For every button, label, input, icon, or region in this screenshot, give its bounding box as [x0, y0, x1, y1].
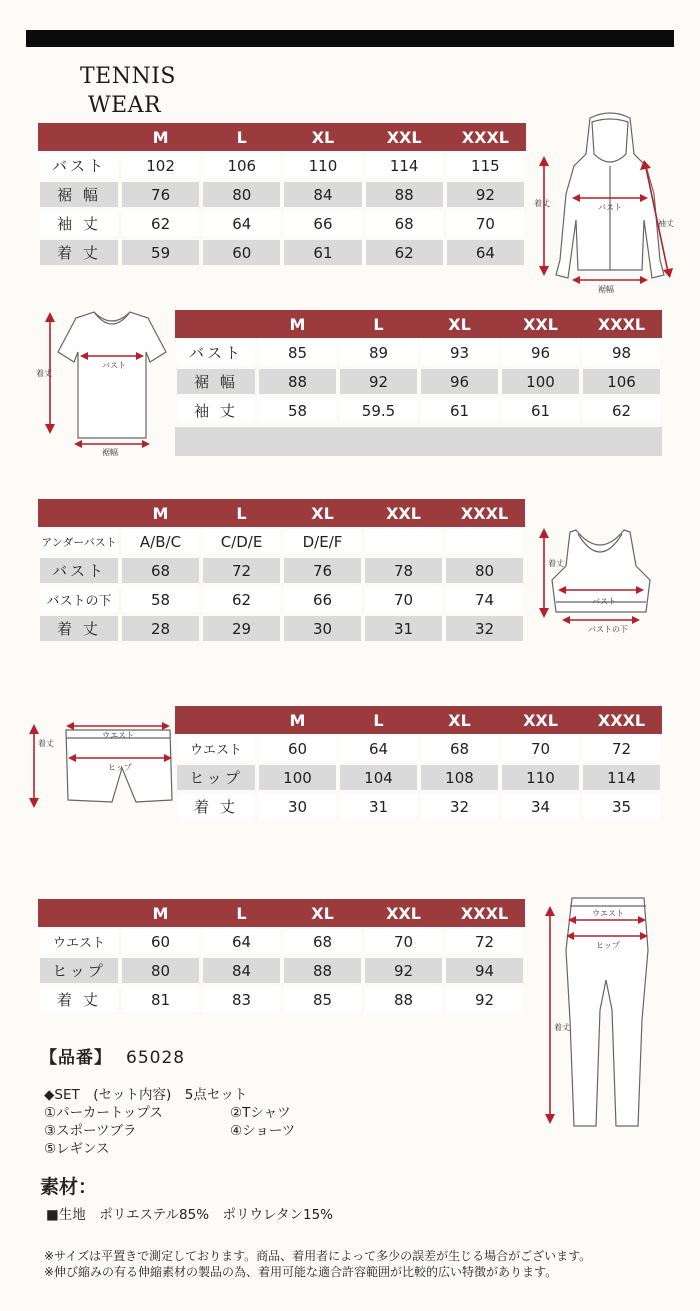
- table-header-row: [175, 706, 662, 734]
- brand-title: [80, 62, 176, 120]
- row-label: バスト: [38, 151, 120, 180]
- size-header: M: [257, 706, 338, 734]
- size-header: XXL: [500, 706, 581, 734]
- size-table-shorts: [175, 706, 662, 821]
- hoodie-length-label: 着丈: [534, 199, 550, 208]
- cell: 74: [444, 585, 525, 614]
- row-label: 袖 丈: [175, 396, 257, 425]
- cell: 64: [201, 209, 282, 238]
- cell: 70: [500, 734, 581, 763]
- table-row: [38, 614, 525, 643]
- material-text: ■生地 ポリエステル85% ポリウレタン15%: [46, 1207, 334, 1223]
- brand-line-2: WEAR: [88, 93, 162, 118]
- cell: C/D/E: [201, 527, 282, 556]
- tshirt-hem-label: 裾幅: [102, 448, 118, 457]
- size-header: XXXL: [444, 499, 525, 527]
- table-row: [38, 956, 525, 985]
- cell: 88: [363, 985, 444, 1014]
- cell: 88: [257, 367, 338, 396]
- cell: 32: [444, 614, 525, 643]
- size-header: M: [257, 310, 338, 338]
- tshirt-illustration: [30, 300, 180, 460]
- size-table-hoodie: [38, 123, 526, 267]
- cell: 78: [363, 556, 444, 585]
- cell: 59: [120, 238, 201, 267]
- set-item: ②Tシャツ: [230, 1105, 291, 1121]
- cell: 60: [257, 734, 338, 763]
- size-header: XL: [282, 123, 363, 151]
- cell: 60: [120, 927, 201, 956]
- table-header-row: [38, 899, 525, 927]
- size-header: M: [120, 899, 201, 927]
- table-row: [38, 238, 526, 267]
- table-row: [175, 763, 662, 792]
- cell: 108: [419, 763, 500, 792]
- cell: 110: [282, 151, 363, 180]
- cell: 61: [419, 396, 500, 425]
- cell: 92: [338, 367, 419, 396]
- cell: 66: [282, 585, 363, 614]
- cell: 110: [500, 763, 581, 792]
- table-row: [175, 734, 662, 763]
- hoodie-hem-label: 裾幅: [598, 285, 614, 294]
- cell: 60: [201, 238, 282, 267]
- cell: 61: [282, 238, 363, 267]
- size-header: L: [201, 123, 282, 151]
- cell: 28: [120, 614, 201, 643]
- row-label: 着 丈: [38, 614, 120, 643]
- note: ※伸び縮みの有る伸縮素材の製品の為、着用可能な適合許容範囲が比較的広い特徴があります。: [44, 1265, 558, 1279]
- cell: 68: [364, 209, 445, 238]
- cell: 62: [201, 585, 282, 614]
- table-row: [38, 585, 525, 614]
- cell: 100: [257, 763, 338, 792]
- leggings-waist-label: ウエスト: [592, 909, 624, 918]
- cell: 115: [445, 151, 526, 180]
- cell: 106: [581, 367, 662, 396]
- row-label: 着 丈: [38, 985, 120, 1014]
- header-blank: [38, 499, 120, 527]
- cell: 58: [257, 396, 338, 425]
- row-label: バストの下: [38, 585, 120, 614]
- size-header: L: [338, 706, 419, 734]
- bra-bust-label: バスト: [592, 597, 616, 606]
- shorts-length-label: 着丈: [38, 739, 54, 748]
- cell: 76: [282, 556, 363, 585]
- brand-line-1: TENNIS: [80, 64, 176, 89]
- size-table-bra: [38, 499, 525, 643]
- cell: 80: [120, 956, 201, 985]
- size-table-leggings: [38, 899, 525, 1014]
- cell: 64: [445, 238, 526, 267]
- shorts-waist-label: ウエスト: [102, 731, 134, 740]
- row-label: ヒップ: [38, 956, 120, 985]
- set-item: ①パーカートップス: [44, 1105, 163, 1121]
- set-heading: ◆SET (セット内容) 5点セット: [44, 1087, 248, 1103]
- cell: 64: [201, 927, 282, 956]
- cell: 85: [257, 338, 338, 367]
- cell: 96: [500, 338, 581, 367]
- cell: 29: [201, 614, 282, 643]
- size-table-tshirt: [175, 310, 662, 425]
- cell: 92: [444, 985, 525, 1014]
- cell: 84: [282, 180, 363, 209]
- cell: 68: [282, 927, 363, 956]
- table-row: [38, 180, 526, 209]
- cell: 68: [419, 734, 500, 763]
- size-header: XXXL: [581, 310, 662, 338]
- size-header: XXXL: [445, 123, 526, 151]
- size-header: M: [120, 123, 201, 151]
- cell: 76: [120, 180, 201, 209]
- cell: 100: [500, 367, 581, 396]
- cell: 85: [282, 985, 363, 1014]
- cell: A/B/C: [120, 527, 201, 556]
- cell: 68: [120, 556, 201, 585]
- table-row: [38, 527, 525, 556]
- cell: 66: [282, 209, 363, 238]
- table-row: [175, 338, 662, 367]
- cell: 98: [581, 338, 662, 367]
- table-row: [38, 209, 526, 238]
- product-number-value: 65028: [126, 1048, 186, 1068]
- hoodie-illustration: [528, 110, 688, 300]
- set-row: [44, 1122, 295, 1140]
- bra-under-label: バストの下: [588, 625, 628, 634]
- table-row: [175, 367, 662, 396]
- bra-illustration: [530, 520, 670, 640]
- row-label: ウエスト: [38, 927, 120, 956]
- size-header: XXL: [363, 499, 444, 527]
- set-row: [44, 1104, 295, 1122]
- table-header-row: [38, 499, 525, 527]
- size-header: XL: [282, 899, 363, 927]
- cell: 70: [363, 585, 444, 614]
- size-header: L: [201, 499, 282, 527]
- bra-length-label: 着丈: [548, 559, 564, 568]
- cell: 58: [120, 585, 201, 614]
- size-header: XXL: [364, 123, 445, 151]
- cell: 94: [444, 956, 525, 985]
- set-item: ④ショーツ: [230, 1123, 296, 1139]
- cell: 72: [201, 556, 282, 585]
- row-label: バスト: [38, 556, 120, 585]
- row-label: アンダーバスト: [38, 527, 120, 556]
- cell: 88: [282, 956, 363, 985]
- table-row: [175, 792, 662, 821]
- header-blank: [38, 123, 120, 151]
- cell: 30: [282, 614, 363, 643]
- table-empty-row: [175, 427, 662, 456]
- top-bar: [26, 30, 674, 47]
- size-header: XXL: [363, 899, 444, 927]
- size-header: XXXL: [581, 706, 662, 734]
- cell: 80: [444, 556, 525, 585]
- size-header: M: [120, 499, 201, 527]
- set-row: [44, 1140, 295, 1158]
- header-blank: [175, 706, 257, 734]
- cell: 72: [444, 927, 525, 956]
- cell: 34: [500, 792, 581, 821]
- cell: 62: [364, 238, 445, 267]
- table-row: [38, 985, 525, 1014]
- cell: 96: [419, 367, 500, 396]
- row-label: ヒップ: [175, 763, 257, 792]
- product-number-label: 【品番】: [40, 1048, 112, 1068]
- set-contents: [44, 1086, 295, 1158]
- cell: 80: [201, 180, 282, 209]
- row-label: 裾 幅: [175, 367, 257, 396]
- cell: 72: [581, 734, 662, 763]
- table-header-row: [38, 123, 526, 151]
- cell: 70: [363, 927, 444, 956]
- size-header: L: [201, 899, 282, 927]
- size-header: L: [338, 310, 419, 338]
- header-blank: [38, 899, 120, 927]
- note: ※サイズは平置きで測定しております。商品、着用者によって多少の誤差が生じる場合がございます。: [44, 1249, 592, 1263]
- hoodie-sleeve-label: 袖丈: [658, 219, 674, 228]
- size-header: XL: [419, 706, 500, 734]
- leggings-length-label: 着丈: [554, 1023, 570, 1032]
- set-item: ③スポーツブラ: [44, 1123, 137, 1139]
- hoodie-bust-label: バスト: [598, 203, 622, 212]
- table-row: [175, 396, 662, 425]
- cell: [444, 527, 525, 556]
- cell: 70: [445, 209, 526, 238]
- cell: 106: [201, 151, 282, 180]
- tshirt-length-label: 着丈: [36, 369, 52, 378]
- cell: 62: [581, 396, 662, 425]
- cell: 64: [338, 734, 419, 763]
- product-number: [40, 1043, 185, 1068]
- cell: 61: [500, 396, 581, 425]
- cell: 114: [364, 151, 445, 180]
- cell: 32: [419, 792, 500, 821]
- cell: 30: [257, 792, 338, 821]
- cell: 93: [419, 338, 500, 367]
- cell: 31: [363, 614, 444, 643]
- cell: 114: [581, 763, 662, 792]
- cell: 62: [120, 209, 201, 238]
- size-header: XL: [419, 310, 500, 338]
- cell: 104: [338, 763, 419, 792]
- row-label: バスト: [175, 338, 257, 367]
- row-label: 着 丈: [175, 792, 257, 821]
- cell: 59.5: [338, 396, 419, 425]
- leggings-illustration: [540, 890, 670, 1140]
- cell: 81: [120, 985, 201, 1014]
- table-row: [38, 556, 525, 585]
- shorts-hip-label: ヒップ: [108, 763, 132, 772]
- material-heading: 素材：: [40, 1176, 98, 1198]
- header-blank: [175, 310, 257, 338]
- leggings-hip-label: ヒップ: [596, 941, 620, 950]
- cell: 83: [201, 985, 282, 1014]
- set-item: ⑤レギンス: [44, 1141, 110, 1157]
- size-header: XXXL: [444, 899, 525, 927]
- shorts-illustration: [26, 716, 176, 816]
- table-row: [38, 927, 525, 956]
- cell: [363, 527, 444, 556]
- cell: 92: [445, 180, 526, 209]
- cell: 35: [581, 792, 662, 821]
- row-label: ウエスト: [175, 734, 257, 763]
- table-header-row: [175, 310, 662, 338]
- notes: [44, 1248, 591, 1280]
- tshirt-bust-label: バスト: [102, 361, 126, 370]
- cell: 89: [338, 338, 419, 367]
- cell: D/E/F: [282, 527, 363, 556]
- row-label: 着 丈: [38, 238, 120, 267]
- row-label: 袖 丈: [38, 209, 120, 238]
- cell: 92: [363, 956, 444, 985]
- cell: 84: [201, 956, 282, 985]
- row-label: 裾 幅: [38, 180, 120, 209]
- size-header: XL: [282, 499, 363, 527]
- cell: 88: [364, 180, 445, 209]
- size-header: XXL: [500, 310, 581, 338]
- table-row: [38, 151, 526, 180]
- cell: 31: [338, 792, 419, 821]
- cell: 102: [120, 151, 201, 180]
